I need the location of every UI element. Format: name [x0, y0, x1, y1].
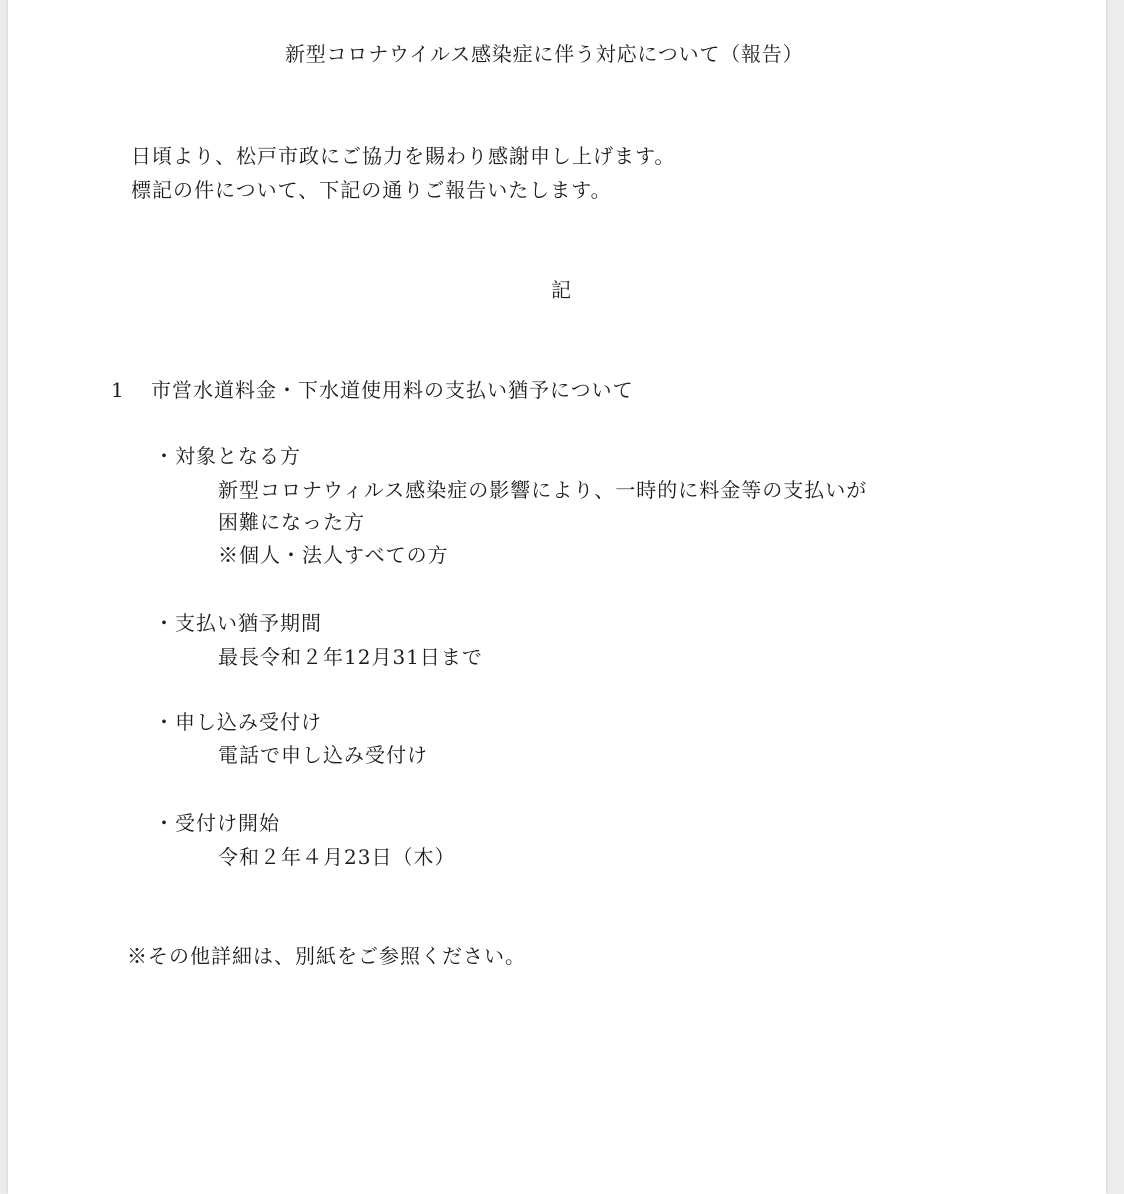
item-heading: ・支払い猶予期間: [154, 611, 322, 635]
section-number: 1: [111, 378, 125, 402]
item-text: 困難になった方: [218, 510, 365, 534]
section-title: 市営水道料金・下水道使用料の支払い猶予について: [151, 378, 634, 402]
item-heading: ・受付け開始: [154, 811, 280, 835]
ki-heading: 記: [551, 278, 572, 302]
item-text: ※個人・法人すべての方: [218, 543, 449, 567]
item-text: 新型コロナウィルス感染症の影響により、一時的に料金等の支払いが: [218, 478, 868, 502]
greeting-line: 標記の件について、下記の通りご報告いたします。: [131, 178, 612, 202]
document-page: [8, 0, 1106, 1194]
item-text: 電話で申し込み受付け: [218, 743, 428, 767]
document-title: 新型コロナウイルス感染症に伴う対応について（報告）: [285, 42, 804, 66]
item-heading: ・対象となる方: [154, 444, 301, 468]
item-text: 最長令和２年12月31日まで: [218, 645, 483, 669]
item-heading: ・申し込み受付け: [154, 710, 322, 734]
item-text: 令和２年４月23日（木）: [218, 845, 456, 869]
footnote: ※その他詳細は、別紙をご参照ください。: [127, 944, 526, 968]
greeting-line: 日頃より、松戸市政にご協力を賜わり感謝申し上げます。: [131, 144, 676, 168]
